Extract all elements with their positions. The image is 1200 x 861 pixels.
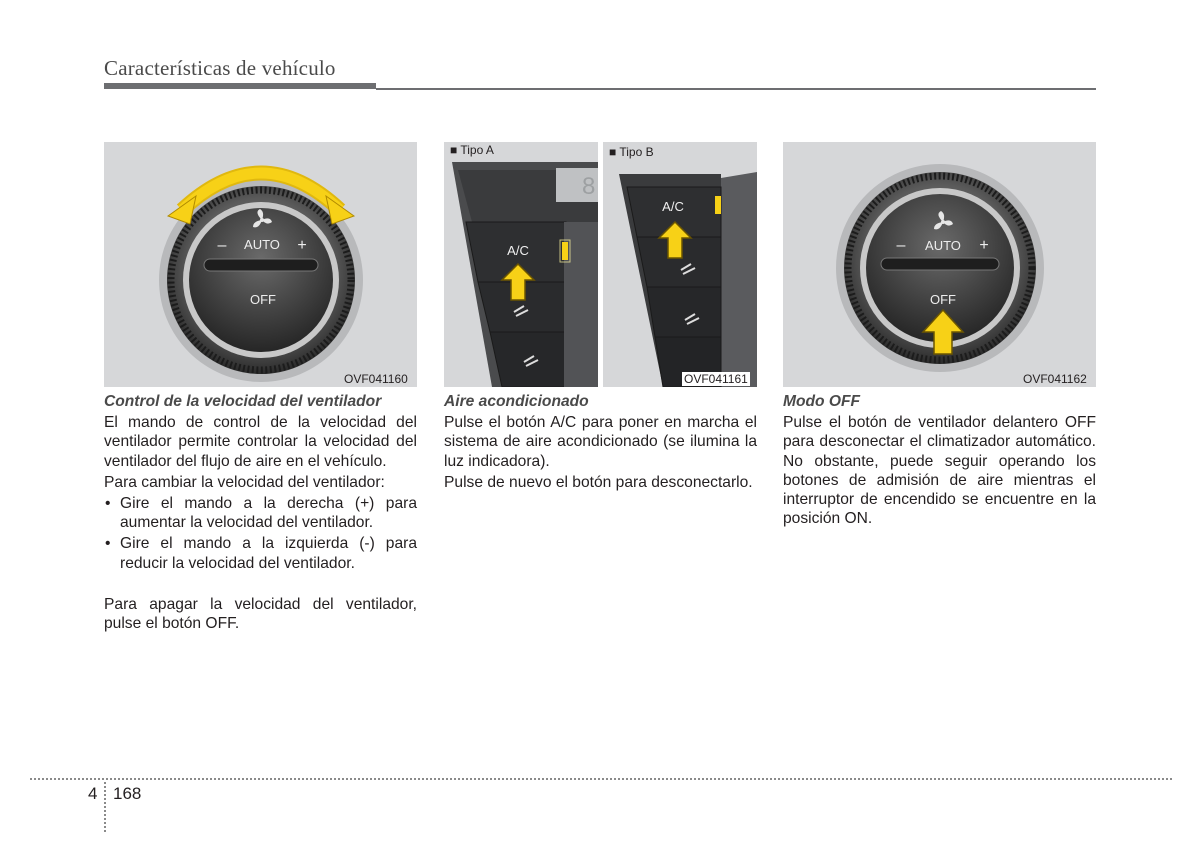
- footer-vertical-divider: [104, 782, 106, 832]
- list-item: [104, 534, 417, 572]
- knob-plus-label: +: [979, 237, 989, 254]
- knob-off-label: OFF: [250, 292, 276, 307]
- footer-divider: [30, 778, 1172, 780]
- knob-off-label: OFF: [930, 292, 956, 307]
- section-heading: Aire acondicionado: [444, 393, 589, 410]
- ac-panel-type-a: [444, 142, 598, 387]
- header-rule-thin: [376, 88, 1096, 90]
- knob-minus-label: –: [896, 237, 906, 254]
- off-mode-section: [783, 392, 1096, 530]
- knob-auto-label: AUTO: [244, 237, 280, 252]
- knob-auto-label: AUTO: [925, 238, 961, 253]
- paragraph: Pulse el botón A/C para poner en marcha el sistema de aire acondicionado (se ilumina la luz indicadora).: [444, 414, 757, 470]
- ac-type-a-figure: [444, 142, 598, 387]
- ac-type-b-figure: [603, 142, 757, 387]
- knob-plus-label: +: [297, 237, 307, 254]
- spacer: [104, 575, 417, 595]
- section-heading: Modo OFF: [783, 393, 861, 410]
- list-item-text: Gire el mando a la izquierda (-) para reducir la velocidad del ventilador.: [120, 535, 417, 572]
- paragraph: Pulse el botón de ventilador delantero OFF para desconectar el climatizador automático. No obstante, puede seguir operando los botones de admisión de aire mientras el interruptor de encendido se encuentre en la posición ON.: [783, 414, 1096, 528]
- fan-speed-section: [104, 392, 417, 635]
- paragraph: Pulse de nuevo el botón para desconectarlo.: [444, 473, 753, 491]
- off-mode-figure: [783, 142, 1096, 387]
- fan-knob-illustration: [104, 142, 417, 387]
- ac-button-label: A/C: [507, 243, 529, 258]
- bullet-list: [104, 494, 417, 573]
- ac-section: [444, 392, 757, 494]
- type-a-label: ■ Tipo A: [450, 143, 494, 157]
- chapter-number: 4: [88, 784, 98, 803]
- list-item: [104, 494, 417, 532]
- ac-indicator-light-icon: [715, 196, 721, 214]
- knob-minus-label: –: [217, 237, 227, 254]
- page-header-title: Características de vehículo: [104, 56, 336, 80]
- paragraph: El mando de control de la velocidad del ventilador permite controlar la velocidad del ventilador del flujo de aire en el vehículo.: [104, 414, 417, 470]
- section-heading: Control de la velocidad del ventilador: [104, 393, 382, 410]
- page-number: 168: [113, 784, 142, 803]
- paragraph: Para apagar la velocidad del ventilador, pulse el botón OFF.: [104, 595, 417, 633]
- type-b-label: ■ Tipo B: [609, 145, 654, 159]
- figure-code: OVF041160: [344, 372, 408, 386]
- fan-speed-figure: [104, 142, 417, 387]
- list-item-text: Gire el mando a la derecha (+) para aumentar la velocidad del ventilador.: [120, 495, 417, 532]
- figure-code: OVF041162: [1023, 372, 1087, 386]
- ac-panel-type-b: [603, 142, 757, 387]
- ac-button-label-b: A/C: [662, 199, 684, 214]
- off-knob-illustration: [783, 142, 1096, 387]
- paragraph: Para cambiar la velocidad del ventilador:: [104, 473, 385, 491]
- display-digit: 8: [582, 173, 596, 200]
- figure-code: OVF041161: [684, 372, 748, 386]
- bullet-mark: •: [105, 535, 111, 553]
- bullet-mark: •: [105, 495, 111, 513]
- header-rule: [104, 83, 376, 89]
